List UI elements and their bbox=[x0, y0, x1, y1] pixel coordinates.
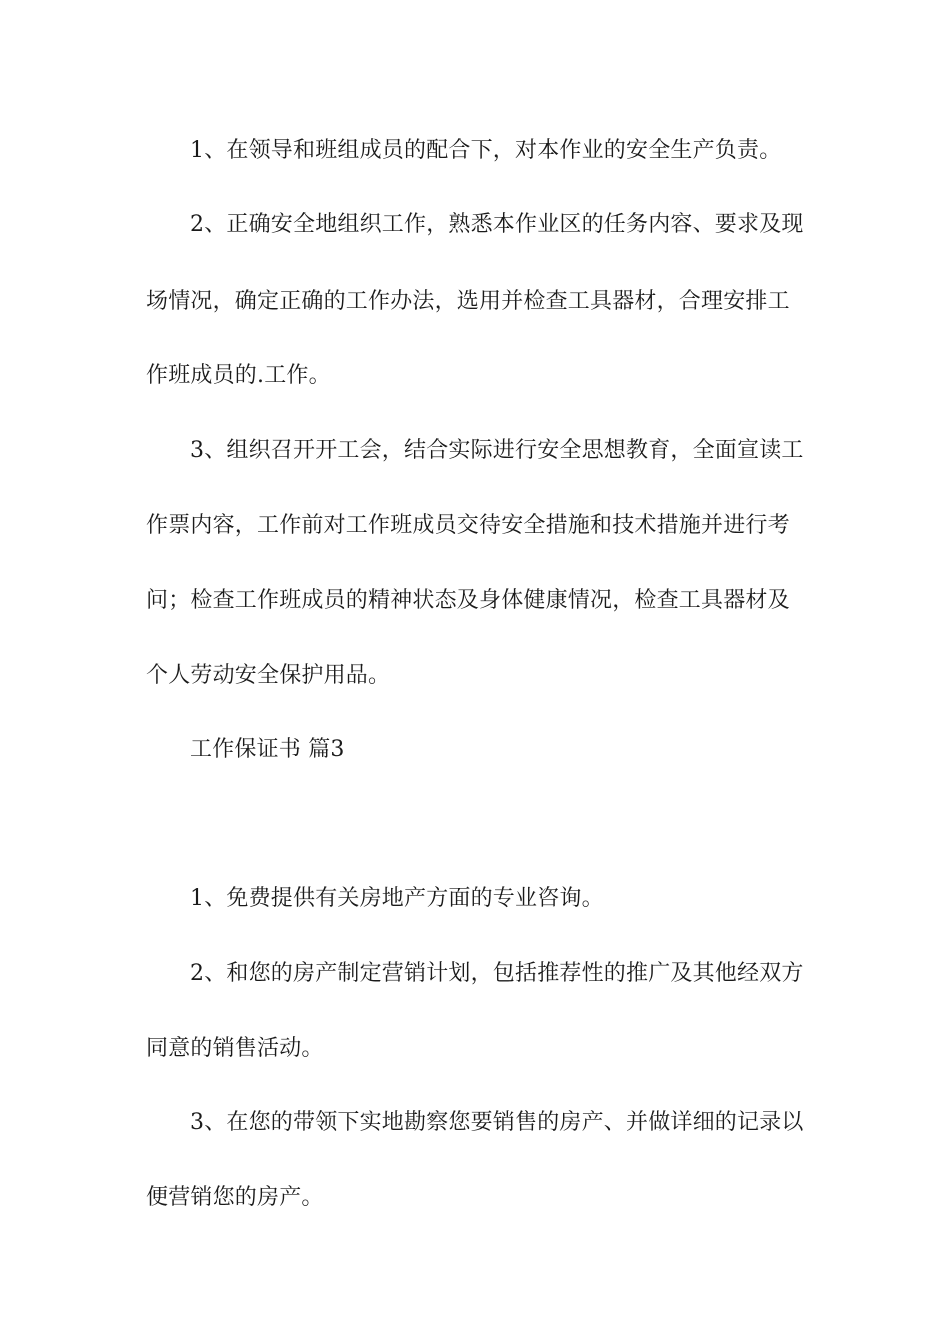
paragraph-a3-line2: 作票内容，工作前对工作班成员交待安全措施和技术措施并进行考 bbox=[146, 513, 790, 538]
paragraph-a2-line2: 场情况，确定正确的工作办法，选用并检查工具器材，合理安排工 bbox=[146, 289, 790, 314]
paragraph-a2-line1: 2、正确安全地组织工作，熟悉本作业区的任务内容、要求及现 bbox=[190, 212, 804, 237]
paragraph-b3-line2: 便营销您的房产。 bbox=[146, 1185, 324, 1210]
section-heading: 工作保证书 篇3 bbox=[190, 737, 345, 762]
paragraph-b2-line2: 同意的销售活动。 bbox=[146, 1036, 324, 1061]
paragraph-a1: 1、在领导和班组成员的配合下，对本作业的安全生产负责。 bbox=[190, 138, 782, 163]
paragraph-a3-line3: 问；检查工作班成员的精神状态及身体健康情况，检查工具器材及 bbox=[146, 588, 790, 613]
paragraph-a3-line4: 个人劳动安全保护用品。 bbox=[146, 663, 391, 688]
paragraph-a2-line3: 作班成员的.工作。 bbox=[146, 363, 331, 388]
paragraph-a3-line1: 3、组织召开开工会，结合实际进行安全思想教育，全面宣读工 bbox=[190, 438, 804, 463]
paragraph-b2-line1: 2、和您的房产制定营销计划，包括推荐性的推广及其他经双方 bbox=[190, 961, 804, 986]
paragraph-b1: 1、免费提供有关房地产方面的专业咨询。 bbox=[190, 886, 604, 911]
paragraph-b3-line1: 3、在您的带领下实地勘察您要销售的房产、并做详细的记录以 bbox=[190, 1110, 804, 1135]
